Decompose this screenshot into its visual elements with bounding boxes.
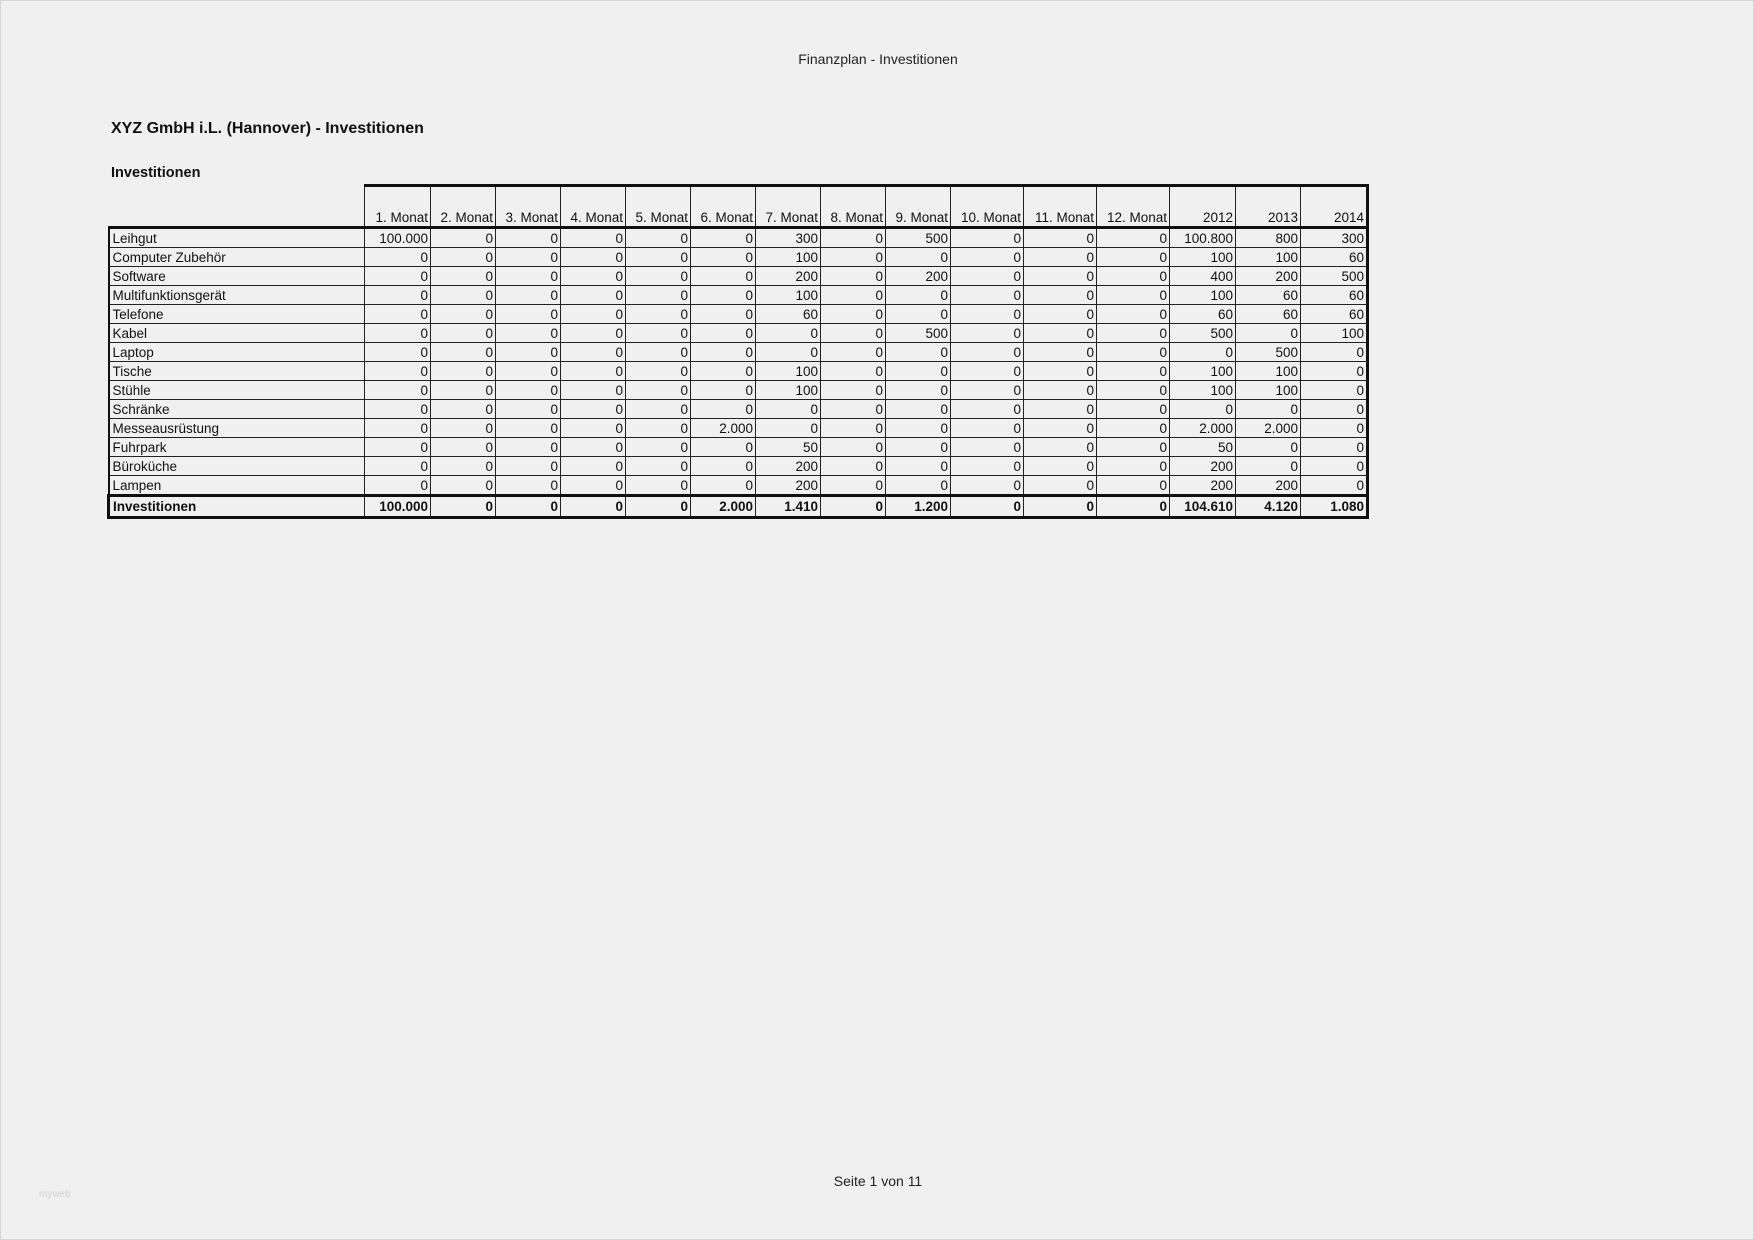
table-cell: 0 xyxy=(821,400,886,419)
row-label: Messeausrüstung xyxy=(109,419,365,438)
table-cell: 60 xyxy=(1170,305,1236,324)
table-cell: 0 xyxy=(496,248,561,267)
table-cell: 0 xyxy=(365,305,431,324)
table-cell: 100 xyxy=(1236,248,1301,267)
column-header: 11. Monat xyxy=(1024,186,1097,228)
table-cell: 0 xyxy=(691,228,756,248)
header-empty-cell xyxy=(109,186,365,228)
table-cell: 200 xyxy=(1170,476,1236,496)
total-cell: 0 xyxy=(951,496,1024,518)
total-row xyxy=(109,496,1368,518)
table-row xyxy=(109,305,1368,324)
table-cell: 0 xyxy=(1024,267,1097,286)
table-cell: 0 xyxy=(1236,457,1301,476)
table-cell: 0 xyxy=(626,476,691,496)
table-cell: 0 xyxy=(1024,324,1097,343)
table-cell: 100 xyxy=(1170,381,1236,400)
table-cell: 0 xyxy=(691,400,756,419)
table-cell: 0 xyxy=(431,362,496,381)
document-title: XYZ GmbH i.L. (Hannover) - Investitionen xyxy=(111,120,424,137)
table-cell: 0 xyxy=(626,419,691,438)
table-cell: 0 xyxy=(626,305,691,324)
table-cell: 0 xyxy=(626,248,691,267)
table-cell: 0 xyxy=(1301,362,1368,381)
table-cell: 0 xyxy=(496,343,561,362)
table-cell: 0 xyxy=(1301,476,1368,496)
column-header: 10. Monat xyxy=(951,186,1024,228)
row-label: Lampen xyxy=(109,476,365,496)
table-cell: 0 xyxy=(1097,419,1170,438)
table-cell: 0 xyxy=(626,438,691,457)
table-cell: 0 xyxy=(1301,381,1368,400)
table-cell: 400 xyxy=(1170,267,1236,286)
table-cell: 0 xyxy=(431,343,496,362)
table-cell: 0 xyxy=(561,248,626,267)
table-cell: 0 xyxy=(561,267,626,286)
table-cell: 0 xyxy=(561,228,626,248)
table-cell: 0 xyxy=(626,457,691,476)
table-cell: 100 xyxy=(756,286,821,305)
total-cell: 1.080 xyxy=(1301,496,1368,518)
table-cell: 0 xyxy=(561,286,626,305)
investment-table xyxy=(107,184,1369,519)
table-header-row xyxy=(109,186,1368,228)
table-cell: 0 xyxy=(691,381,756,400)
table-cell: 0 xyxy=(951,362,1024,381)
column-header: 12. Monat xyxy=(1097,186,1170,228)
table-cell: 0 xyxy=(821,343,886,362)
total-cell: 0 xyxy=(431,496,496,518)
table-row xyxy=(109,228,1368,248)
table-cell: 0 xyxy=(496,476,561,496)
table-cell: 0 xyxy=(756,419,821,438)
table-cell: 0 xyxy=(691,343,756,362)
table-cell: 0 xyxy=(1097,343,1170,362)
column-header: 3. Monat xyxy=(496,186,561,228)
table-cell: 0 xyxy=(365,362,431,381)
table-cell: 0 xyxy=(821,286,886,305)
table-cell: 0 xyxy=(1301,438,1368,457)
table-row xyxy=(109,343,1368,362)
table-cell: 60 xyxy=(1301,248,1368,267)
table-cell: 0 xyxy=(756,400,821,419)
table-cell: 0 xyxy=(1024,438,1097,457)
table-cell: 0 xyxy=(496,438,561,457)
table-cell: 0 xyxy=(1170,400,1236,419)
table-row xyxy=(109,419,1368,438)
table-cell: 0 xyxy=(821,228,886,248)
table-cell: 0 xyxy=(951,419,1024,438)
table-cell: 0 xyxy=(1024,457,1097,476)
table-cell: 0 xyxy=(1024,381,1097,400)
table-cell: 0 xyxy=(691,267,756,286)
table-cell: 0 xyxy=(951,438,1024,457)
table-cell: 60 xyxy=(1301,305,1368,324)
table-cell: 0 xyxy=(431,228,496,248)
table-cell: 60 xyxy=(756,305,821,324)
table-cell: 200 xyxy=(756,457,821,476)
table-cell: 0 xyxy=(431,419,496,438)
table-cell: 100 xyxy=(1236,362,1301,381)
table-cell: 0 xyxy=(1024,343,1097,362)
table-cell: 0 xyxy=(561,438,626,457)
table-cell: 0 xyxy=(626,267,691,286)
table-cell: 100 xyxy=(756,362,821,381)
table-cell: 0 xyxy=(1097,476,1170,496)
total-cell: 0 xyxy=(1024,496,1097,518)
table-cell: 0 xyxy=(1097,438,1170,457)
table-row xyxy=(109,400,1368,419)
table-cell: 200 xyxy=(886,267,951,286)
table-cell: 0 xyxy=(431,476,496,496)
column-header: 5. Monat xyxy=(626,186,691,228)
total-cell: 0 xyxy=(496,496,561,518)
table-cell: 0 xyxy=(1024,305,1097,324)
table-cell: 0 xyxy=(886,343,951,362)
table-cell: 0 xyxy=(886,457,951,476)
table-cell: 0 xyxy=(821,381,886,400)
table-cell: 0 xyxy=(1301,400,1368,419)
total-cell: 0 xyxy=(626,496,691,518)
table-cell: 0 xyxy=(951,228,1024,248)
table-cell: 0 xyxy=(886,248,951,267)
table-cell: 100 xyxy=(1170,248,1236,267)
table-cell: 0 xyxy=(821,324,886,343)
table-cell: 0 xyxy=(1236,324,1301,343)
table-cell: 0 xyxy=(365,476,431,496)
table-cell: 0 xyxy=(1097,381,1170,400)
table-cell: 0 xyxy=(1301,343,1368,362)
total-cell: 0 xyxy=(561,496,626,518)
row-label: Fuhrpark xyxy=(109,438,365,457)
table-cell: 0 xyxy=(496,286,561,305)
table-cell: 100 xyxy=(756,381,821,400)
table-cell: 0 xyxy=(1301,457,1368,476)
table-row xyxy=(109,248,1368,267)
table-cell: 0 xyxy=(886,400,951,419)
table-cell: 2.000 xyxy=(691,419,756,438)
table-cell: 0 xyxy=(691,476,756,496)
table-cell: 0 xyxy=(1170,343,1236,362)
table-cell: 0 xyxy=(365,438,431,457)
column-header: 2. Monat xyxy=(431,186,496,228)
table-cell: 100 xyxy=(1170,362,1236,381)
table-cell: 0 xyxy=(365,324,431,343)
table-cell: 0 xyxy=(1024,400,1097,419)
table-cell: 0 xyxy=(431,305,496,324)
table-cell: 0 xyxy=(626,324,691,343)
table-cell: 0 xyxy=(951,457,1024,476)
table-cell: 200 xyxy=(1170,457,1236,476)
table-cell: 0 xyxy=(691,324,756,343)
section-title: Investitionen xyxy=(111,165,201,181)
column-header: 9. Monat xyxy=(886,186,951,228)
table-cell: 0 xyxy=(1097,228,1170,248)
table-cell: 0 xyxy=(886,362,951,381)
row-label: Büroküche xyxy=(109,457,365,476)
table-cell: 0 xyxy=(561,457,626,476)
table-cell: 0 xyxy=(1097,400,1170,419)
table-cell: 0 xyxy=(691,457,756,476)
table-cell: 2.000 xyxy=(1170,419,1236,438)
table-cell: 500 xyxy=(1301,267,1368,286)
table-cell: 0 xyxy=(496,457,561,476)
table-cell: 0 xyxy=(1097,248,1170,267)
table-cell: 0 xyxy=(1236,438,1301,457)
row-label: Tische xyxy=(109,362,365,381)
table-cell: 0 xyxy=(561,305,626,324)
row-label: Telefone xyxy=(109,305,365,324)
table-cell: 0 xyxy=(821,419,886,438)
table-cell: 200 xyxy=(756,476,821,496)
column-header: 8. Monat xyxy=(821,186,886,228)
table-cell: 0 xyxy=(951,324,1024,343)
row-label: Leihgut xyxy=(109,228,365,248)
column-header: 2013 xyxy=(1236,186,1301,228)
table-cell: 0 xyxy=(951,400,1024,419)
table-cell: 0 xyxy=(886,476,951,496)
table-cell: 0 xyxy=(1097,324,1170,343)
table-cell: 0 xyxy=(365,286,431,305)
table-cell: 0 xyxy=(951,343,1024,362)
table-cell: 0 xyxy=(626,228,691,248)
table-cell: 0 xyxy=(365,381,431,400)
table-cell: 0 xyxy=(431,457,496,476)
page-footer: Seite 1 von 11 xyxy=(833,1173,923,1189)
table-cell: 0 xyxy=(365,343,431,362)
table-cell: 0 xyxy=(496,400,561,419)
table-cell: 0 xyxy=(561,400,626,419)
table-cell: 0 xyxy=(1236,400,1301,419)
table-cell: 0 xyxy=(1024,286,1097,305)
table-cell: 0 xyxy=(691,286,756,305)
table-cell: 0 xyxy=(626,381,691,400)
table-cell: 0 xyxy=(496,228,561,248)
watermark: myweb xyxy=(39,1189,71,1200)
table-cell: 50 xyxy=(756,438,821,457)
row-label: Software xyxy=(109,267,365,286)
table-cell: 0 xyxy=(951,381,1024,400)
table-cell: 0 xyxy=(431,286,496,305)
table-cell: 0 xyxy=(1097,286,1170,305)
table-cell: 500 xyxy=(1170,324,1236,343)
table-row xyxy=(109,286,1368,305)
table-cell: 0 xyxy=(431,381,496,400)
table-cell: 0 xyxy=(496,419,561,438)
table-cell: 500 xyxy=(1236,343,1301,362)
table-cell: 0 xyxy=(821,248,886,267)
table-cell: 0 xyxy=(496,362,561,381)
row-label: Kabel xyxy=(109,324,365,343)
table-cell: 0 xyxy=(951,476,1024,496)
table-cell: 0 xyxy=(691,305,756,324)
table-cell: 0 xyxy=(365,267,431,286)
table-cell: 0 xyxy=(365,400,431,419)
table-cell: 0 xyxy=(496,305,561,324)
table-cell: 0 xyxy=(1024,248,1097,267)
table-cell: 0 xyxy=(561,324,626,343)
table-cell: 0 xyxy=(365,248,431,267)
table-cell: 800 xyxy=(1236,228,1301,248)
table-row xyxy=(109,476,1368,496)
table-cell: 0 xyxy=(1097,362,1170,381)
total-cell: 1.200 xyxy=(886,496,951,518)
table-cell: 100 xyxy=(756,248,821,267)
table-cell: 50 xyxy=(1170,438,1236,457)
table-row xyxy=(109,267,1368,286)
table-cell: 100.000 xyxy=(365,228,431,248)
table-cell: 0 xyxy=(691,248,756,267)
table-cell: 200 xyxy=(1236,267,1301,286)
table-cell: 0 xyxy=(1301,419,1368,438)
table-cell: 0 xyxy=(821,305,886,324)
table-cell: 0 xyxy=(756,343,821,362)
table-cell: 0 xyxy=(1097,267,1170,286)
row-label: Laptop xyxy=(109,343,365,362)
column-header: 6. Monat xyxy=(691,186,756,228)
table-cell: 60 xyxy=(1236,305,1301,324)
table-row xyxy=(109,324,1368,343)
column-header: 4. Monat xyxy=(561,186,626,228)
row-label: Stühle xyxy=(109,381,365,400)
table-row xyxy=(109,457,1368,476)
table-cell: 0 xyxy=(886,419,951,438)
table-cell: 0 xyxy=(496,267,561,286)
table-cell: 0 xyxy=(1024,419,1097,438)
table-cell: 100 xyxy=(1301,324,1368,343)
total-cell: 1.410 xyxy=(756,496,821,518)
table-cell: 100.800 xyxy=(1170,228,1236,248)
table-cell: 0 xyxy=(886,305,951,324)
table-cell: 0 xyxy=(821,476,886,496)
table-cell: 0 xyxy=(1024,476,1097,496)
table-cell: 0 xyxy=(561,362,626,381)
table-cell: 0 xyxy=(626,362,691,381)
column-header: 7. Monat xyxy=(756,186,821,228)
table-cell: 100 xyxy=(1236,381,1301,400)
table-cell: 0 xyxy=(431,400,496,419)
table-cell: 0 xyxy=(821,438,886,457)
table-cell: 0 xyxy=(691,362,756,381)
table-cell: 0 xyxy=(431,438,496,457)
page-header-title: Finanzplan - Investitionen xyxy=(798,51,958,67)
table-cell: 0 xyxy=(951,248,1024,267)
table-cell: 0 xyxy=(496,381,561,400)
table-cell: 0 xyxy=(561,419,626,438)
table-cell: 0 xyxy=(365,419,431,438)
table-cell: 0 xyxy=(431,324,496,343)
table-cell: 0 xyxy=(626,286,691,305)
table-row xyxy=(109,362,1368,381)
table-cell: 0 xyxy=(886,381,951,400)
table-cell: 0 xyxy=(626,343,691,362)
column-header: 2014 xyxy=(1301,186,1368,228)
table-cell: 100 xyxy=(1170,286,1236,305)
total-cell: 4.120 xyxy=(1236,496,1301,518)
table-cell: 0 xyxy=(365,457,431,476)
column-header: 2012 xyxy=(1170,186,1236,228)
table-cell: 0 xyxy=(561,476,626,496)
row-label: Schränke xyxy=(109,400,365,419)
table-cell: 0 xyxy=(691,438,756,457)
table-row xyxy=(109,438,1368,457)
table-cell: 0 xyxy=(821,457,886,476)
table-cell: 300 xyxy=(756,228,821,248)
table-cell: 200 xyxy=(756,267,821,286)
column-header: 1. Monat xyxy=(365,186,431,228)
total-cell: 0 xyxy=(821,496,886,518)
table-cell: 0 xyxy=(561,343,626,362)
total-cell: 104.610 xyxy=(1170,496,1236,518)
table-cell: 0 xyxy=(821,267,886,286)
table-cell: 0 xyxy=(886,286,951,305)
table-cell: 0 xyxy=(561,381,626,400)
table-cell: 60 xyxy=(1236,286,1301,305)
total-cell: 2.000 xyxy=(691,496,756,518)
table-row xyxy=(109,381,1368,400)
row-label: Computer Zubehör xyxy=(109,248,365,267)
table-cell: 2.000 xyxy=(1236,419,1301,438)
table-cell: 0 xyxy=(821,362,886,381)
table-cell: 500 xyxy=(886,324,951,343)
table-cell: 0 xyxy=(1097,457,1170,476)
row-label: Multifunktionsgerät xyxy=(109,286,365,305)
table-cell: 0 xyxy=(951,305,1024,324)
table-cell: 300 xyxy=(1301,228,1368,248)
table-cell: 200 xyxy=(1236,476,1301,496)
table-cell: 0 xyxy=(951,267,1024,286)
table-cell: 0 xyxy=(1024,228,1097,248)
total-label: Investitionen xyxy=(109,496,365,518)
table-cell: 0 xyxy=(756,324,821,343)
table-cell: 0 xyxy=(1024,362,1097,381)
table-cell: 500 xyxy=(886,228,951,248)
table-cell: 0 xyxy=(626,400,691,419)
table-cell: 0 xyxy=(886,438,951,457)
table-cell: 0 xyxy=(951,286,1024,305)
table-cell: 0 xyxy=(431,248,496,267)
table-cell: 60 xyxy=(1301,286,1368,305)
table-cell: 0 xyxy=(1097,305,1170,324)
table-cell: 0 xyxy=(431,267,496,286)
total-cell: 0 xyxy=(1097,496,1170,518)
table-cell: 0 xyxy=(496,324,561,343)
total-cell: 100.000 xyxy=(365,496,431,518)
